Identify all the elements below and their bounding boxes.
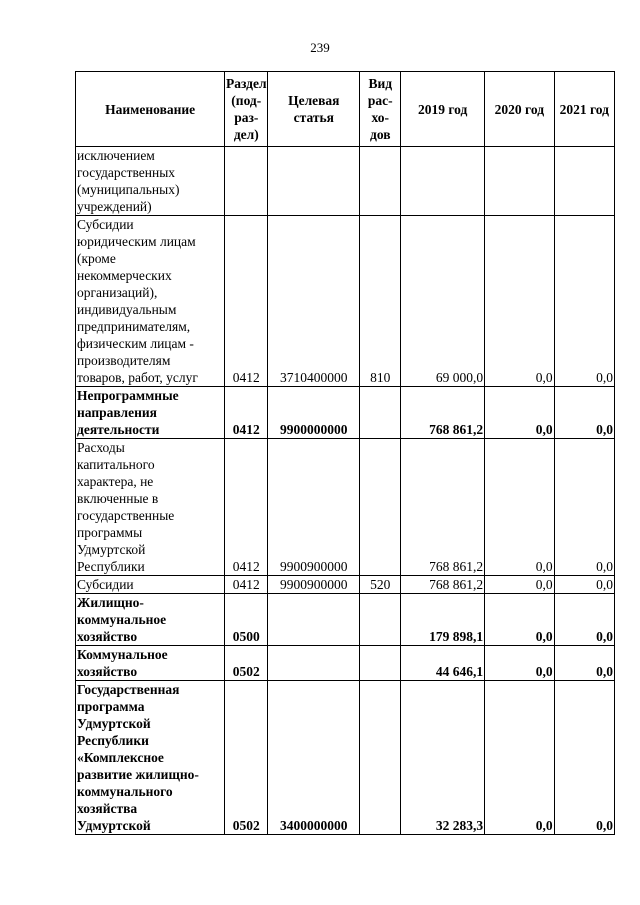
row-name — [76, 594, 225, 646]
row-section — [225, 147, 268, 216]
header-section-line: (под- — [231, 93, 262, 108]
row-exp-type: 520 — [360, 576, 401, 594]
row-value-2021: 0,0 — [554, 216, 614, 387]
row-exp-type: 810 — [360, 216, 401, 387]
row-name-line: «Комплексное — [77, 750, 164, 765]
row-name-line: хозяйство — [77, 629, 138, 644]
row-value-2021: 0,0 — [554, 387, 614, 439]
row-value-2019: 768 861,2 — [401, 439, 485, 576]
row-name-line: коммунальное — [77, 612, 167, 627]
row-section: 0412 — [225, 216, 268, 387]
row-value-2019: 179 898,1 — [401, 594, 485, 646]
header-section-line: дел) — [233, 127, 259, 142]
table-row — [76, 439, 615, 576]
header-exp-line: Вид — [368, 76, 393, 91]
row-exp-type — [360, 387, 401, 439]
row-name-line: направления — [77, 405, 157, 420]
row-value-2021 — [554, 147, 614, 216]
header-exp-line: рас- — [367, 93, 393, 108]
header-target-line: статья — [293, 110, 334, 125]
row-name-line: развитие жилищно- — [77, 767, 199, 782]
row-name-line: программы — [77, 525, 143, 540]
row-section: 0412 — [225, 387, 268, 439]
table-row — [76, 387, 615, 439]
row-target — [268, 594, 360, 646]
row-name-line: Жилищно- — [77, 595, 144, 610]
header-exp-line: дов — [369, 127, 391, 142]
row-name — [76, 646, 225, 681]
row-name-line: коммунального — [77, 784, 173, 799]
table-row — [76, 147, 615, 216]
row-name-line: исключением — [77, 148, 155, 163]
header-section-line: Раздел — [226, 76, 267, 91]
header-target — [268, 72, 360, 147]
row-name-line: включенные в — [77, 491, 159, 506]
header-2020: 2020 год — [485, 72, 555, 147]
row-name-line: Государственная — [77, 682, 180, 697]
row-target: 9900000000 — [268, 387, 360, 439]
row-name-line: физическим лицам - — [77, 336, 194, 351]
header-section — [225, 72, 268, 147]
header-target-line: Целевая — [288, 93, 340, 108]
row-name — [76, 147, 225, 216]
row-exp-type — [360, 594, 401, 646]
row-target — [268, 646, 360, 681]
row-target: 3710400000 — [268, 216, 360, 387]
row-name-line: производителям — [77, 353, 171, 368]
row-name — [76, 576, 225, 594]
header-2019: 2019 год — [401, 72, 485, 147]
row-value-2020 — [485, 147, 555, 216]
row-name-line: деятельности — [77, 422, 160, 437]
row-name-line: Удмуртской — [77, 542, 146, 557]
row-name-line: капитального — [77, 457, 155, 472]
row-value-2019 — [401, 147, 485, 216]
row-value-2021: 0,0 — [554, 681, 614, 835]
row-name-line: юридическим лицам — [77, 234, 196, 249]
row-value-2019: 32 283,3 — [401, 681, 485, 835]
row-value-2020: 0,0 — [485, 646, 555, 681]
row-value-2021: 0,0 — [554, 576, 614, 594]
header-2021: 2021 год — [554, 72, 614, 147]
row-name-line: государственные — [77, 508, 175, 523]
row-name — [76, 681, 225, 835]
row-value-2019: 768 861,2 — [401, 387, 485, 439]
row-section: 0502 — [225, 681, 268, 835]
row-name-line: Субсидии — [77, 577, 134, 592]
row-target: 9900900000 — [268, 576, 360, 594]
row-value-2020: 0,0 — [485, 681, 555, 835]
table-row — [76, 681, 615, 835]
header-name: Наименование — [76, 72, 225, 147]
row-name-line: Удмуртской — [77, 818, 151, 833]
row-name-line: предпринимателям, — [77, 319, 191, 334]
row-name — [76, 387, 225, 439]
row-section: 0500 — [225, 594, 268, 646]
row-name-line: программа — [77, 699, 145, 714]
row-value-2021: 0,0 — [554, 439, 614, 576]
row-value-2020: 0,0 — [485, 576, 555, 594]
row-name-line: характера, не — [77, 474, 154, 489]
row-name-line: Субсидии — [77, 217, 134, 232]
row-name-line: Непрограммные — [77, 388, 179, 403]
row-exp-type — [360, 646, 401, 681]
row-name — [76, 216, 225, 387]
row-value-2020: 0,0 — [485, 216, 555, 387]
header-section-line: раз- — [234, 110, 259, 125]
row-value-2020: 0,0 — [485, 387, 555, 439]
header-exp-type — [360, 72, 401, 147]
row-value-2021: 0,0 — [554, 594, 614, 646]
row-name-line: Расходы — [77, 440, 125, 455]
table-row — [76, 216, 615, 387]
page-number: 239 — [310, 40, 330, 55]
row-value-2020: 0,0 — [485, 594, 555, 646]
row-target: 9900900000 — [268, 439, 360, 576]
row-exp-type — [360, 439, 401, 576]
row-name-line: (кроме — [77, 251, 116, 266]
row-name-line: государственных — [77, 165, 176, 180]
row-target: 3400000000 — [268, 681, 360, 835]
row-name-line: индивидуальным — [77, 302, 177, 317]
row-name-line: хозяйства — [77, 801, 138, 816]
row-name-line: товаров, работ, услуг — [77, 370, 198, 385]
row-name-line: Республики — [77, 733, 149, 748]
row-value-2019: 69 000,0 — [401, 216, 485, 387]
row-name-line: хозяйство — [77, 664, 138, 679]
row-exp-type — [360, 681, 401, 835]
table-body — [76, 147, 615, 835]
row-value-2021: 0,0 — [554, 646, 614, 681]
table-row — [76, 594, 615, 646]
row-name-line: Коммунальное — [77, 647, 168, 662]
table-row — [76, 646, 615, 681]
row-value-2019: 768 861,2 — [401, 576, 485, 594]
row-section: 0502 — [225, 646, 268, 681]
row-name-line: (муниципальных) — [77, 182, 180, 197]
row-section: 0412 — [225, 576, 268, 594]
row-section: 0412 — [225, 439, 268, 576]
row-value-2019: 44 646,1 — [401, 646, 485, 681]
row-value-2020: 0,0 — [485, 439, 555, 576]
budget-table — [75, 71, 615, 835]
header-exp-line: хо- — [371, 110, 389, 125]
table-header-row — [76, 72, 615, 147]
row-name-line: некоммерческих — [77, 268, 172, 283]
row-target — [268, 147, 360, 216]
table-row — [76, 576, 615, 594]
row-name-line: Удмуртской — [77, 716, 151, 731]
row-name-line: Республики — [77, 559, 145, 574]
row-name-line: организаций), — [77, 285, 158, 300]
row-name-line: учреждений) — [77, 199, 152, 214]
row-name — [76, 439, 225, 576]
row-exp-type — [360, 147, 401, 216]
